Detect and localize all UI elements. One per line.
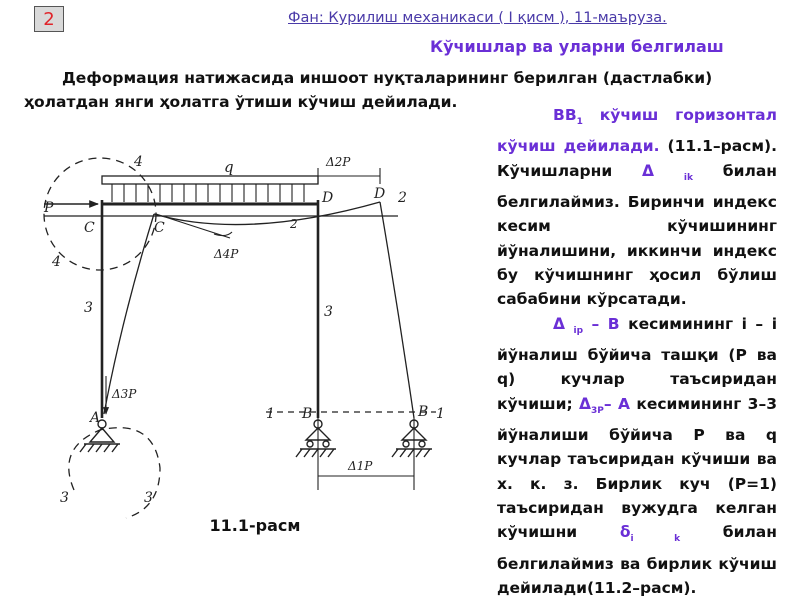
- label-P: P: [44, 200, 54, 216]
- label-B1: B: [418, 404, 429, 420]
- label-D1: D: [374, 186, 386, 202]
- delta-small-symbol: $\delta_{i k}$: [619, 523, 681, 545]
- delta-3p-symbol: $\Delta_{3P}-$ A: [579, 394, 630, 416]
- deformed-right-column: [380, 202, 414, 418]
- label-3-right: 3: [324, 304, 333, 320]
- course-title-link[interactable]: Фан: Курилиш механикаси ( I қисм ), 11-маъруза.: [288, 10, 667, 26]
- label-q: q: [224, 158, 234, 176]
- label-B: B: [302, 406, 313, 422]
- load-arrows: [112, 184, 304, 202]
- rotation-line: [156, 214, 230, 238]
- label-4-bottom: 4: [52, 254, 61, 270]
- label-4-top: 4: [134, 154, 143, 170]
- label-1-right: 1: [436, 406, 445, 422]
- distributed-load-q: [102, 176, 318, 184]
- label-d4p: Δ4P: [214, 247, 239, 261]
- label-A: A: [90, 410, 101, 426]
- slide-number: 2: [34, 6, 64, 32]
- label-1-left: 1: [266, 406, 275, 422]
- page-title: Кўчишлар ва уларни белгилаш: [430, 37, 724, 56]
- label-3-arc-right: 3: [144, 490, 153, 506]
- body-text-2: билан белгилаймиз. Биринчи индекс кесим кўчишининг йўналишини, иккинчи индекс бу кўчишнинг ҳосил бўлиш сабабини кўрсатади.: [497, 161, 778, 309]
- body-text-5: билан белгилаймиз ва бирлик кўчиш дейилади(11.2–расм).: [497, 523, 777, 597]
- support-b1: [392, 420, 432, 457]
- label-C1: C: [154, 220, 165, 236]
- delta-ip-symbol: Δ $_{ip}$ – B: [553, 314, 620, 336]
- bb1-term: $BB_1$ кўчиш горизонтал кўчиш дейилади.: [497, 106, 777, 156]
- label-3-arc-left: 3: [60, 490, 69, 506]
- label-D: D: [322, 190, 334, 206]
- label-C: C: [84, 220, 95, 236]
- figure-caption: 11.1-расм: [178, 510, 332, 540]
- label-d1p: Δ1P: [348, 459, 373, 473]
- label-d3p: Δ3P: [112, 387, 137, 401]
- label-3-left: 3: [84, 300, 93, 316]
- support-b: [296, 420, 336, 457]
- body-text-3: кесимининг i – i йўналиш бўйича ташқи (P ва q) кучлар таъсиридан кўчиши;: [497, 314, 778, 413]
- deformed-left-column: [104, 214, 154, 414]
- intro-paragraph: Деформация натижасида иншоот нуқталарининг берилган (дастлабки) ҳолатдан янги ҳолатга ўтиши кўчиш дейилади.: [24, 69, 713, 111]
- delta-ik-symbol: Δ $_{ik}$: [642, 161, 693, 183]
- body-text-1: (11.1–расм). Кўчишларни: [497, 137, 777, 180]
- label-2-right: 2: [398, 190, 407, 206]
- label-2-mid: 2: [290, 217, 298, 231]
- label-d2p: Δ2P: [326, 155, 351, 169]
- body-text-4: кесимининг 3–3 йўналиши бўйича P ва q кучлар таъсиридан кўчиши ва х. к. з. Бирлик куч (P=1) таъсиридан вужудга келган кўчишни: [497, 394, 777, 542]
- body-paragraph: [497, 103, 777, 600]
